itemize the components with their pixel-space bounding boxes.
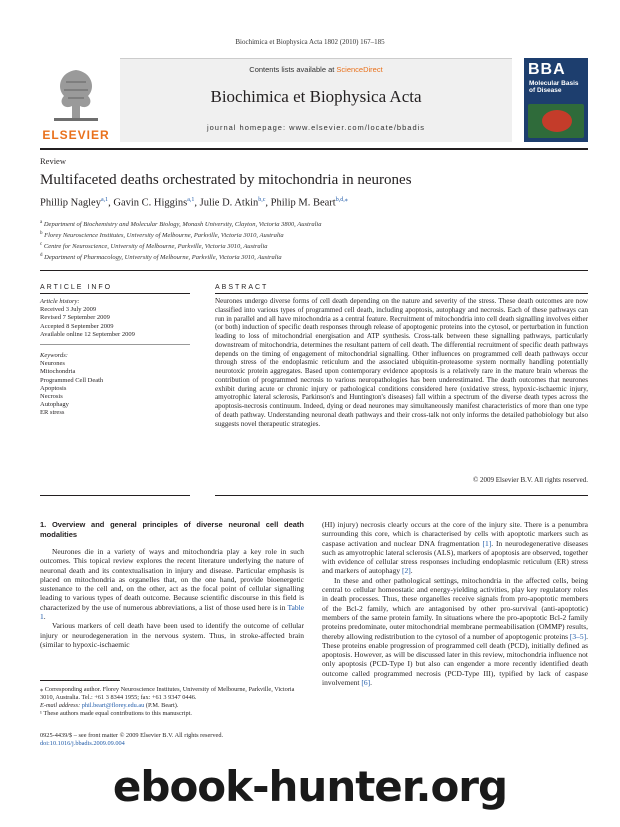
affiliation-sup: c bbox=[40, 242, 43, 248]
history-item: Accepted 8 September 2009 bbox=[40, 322, 114, 330]
email-label: E-mail address: bbox=[40, 702, 82, 709]
paragraph-text: (HI) injury) necrosis clearly occurs at the core of the injury site. There is a penumbra surrounding this core, which is characterised by cells with apoptotic markers such as caspase activation and nuclear DNA fragmentation bbox=[322, 520, 588, 548]
paragraph-text: . bbox=[43, 612, 46, 622]
journal-title: Biochimica et Biophysica Acta bbox=[210, 87, 422, 106]
doi-link[interactable]: doi:10.1016/j.bbadis.2009.09.004 bbox=[40, 740, 125, 747]
section-label: Review bbox=[40, 156, 66, 166]
contents-line bbox=[120, 65, 512, 74]
equal-contribution-note: ¹ These authors made equal contributions to this manuscript. bbox=[40, 710, 192, 717]
section-heading: 1. Overview and general principles of diverse neuronal cell death modalities bbox=[40, 520, 304, 539]
author-affil-sup[interactable]: a,1 bbox=[100, 197, 109, 203]
abstract-text: Neurones undergo diverse forms of cell death depending on the nature and severity of the stress. These death outcomes are now classified into various types of programmed cell death, including apoptosis, autophagy and necrosis. Each of these pathways can run in parallel and all have mitochondria as a central feature. Recruitment of mitochondria into cell death signalling involves either (or both) induction of specific death responses through release of apoptogenic proteins into the cytosol, or perturbation in function leading to loss of mitochondrial energisation and ATP synthesis. Cross-talk between these signalling pathways, particularly downstream of mitochondria, determines the resultant pattern of cell death. The differential recruitment of specific death pathways depends on the timing of engagement of mitochondrial signalling. Other influences on programmed cell death pathways occur through stress of the endoplasmic reticulum and the associated ubiquitin-proteasome system normally handling potentially neurotoxic protein aggregates. Based upon contemporary evidence apoptosis is a relatively rare in the mature brain whereas the contribution of programmed necrosis to various neuropathologies has been underestimated. The death outcomes that neurones exhibit during acute or chronic injury or pathological conditions considered here (oxidative stress, hypoxic-ischaemic injury, amyotrophic lateral sclerosis, Parkinson's and Huntington's diseases) fall within a spectrum of the diverse death types across the apoptosis-necrosis continuum. Indeed, dying or dead neurones may simultaneously manifest characteristics of more than one type of death pathway. Understanding neuronal death pathways and their cross-talk not only informs the detailed pathobiology but also suggests novel therapeutic strategies. bbox=[215, 297, 588, 428]
article-history bbox=[40, 298, 190, 339]
history-rule bbox=[40, 344, 190, 345]
masthead-center bbox=[120, 58, 512, 142]
paragraph-text: In these and other pathological settings, mitochondria in the affected cells, being central to cellular homeostatic and energy-yielding activities, play key regulatory roles in death processes. Thus, these organelles receive signals from pro-apoptotic members of the Bcl-2 family, which are antagonised by other pro-survival (anti-apoptotic) members of the same protein family. In situations where the pro-apoptotic Bcl-2 family proteins predominate, outer mitochondrial membrane permeabilisation (OMMP) results, thereby allowing redistribution to the cytosol of a number of apoptogenic proteins bbox=[322, 575, 588, 641]
paragraph-text: Neurones die in a variety of ways and mitochondria play a key role in such outcomes. This topical review explores the recent literature underlying the nature of neuronal death and its contextualisation in injury and disease. Particular emphasis is placed on mitochondria as organelles that, on the one hand, provide bioenergetic sustenance to the cell and, on the other, act as the focal point of cellular signalling leading to various types of death outcome. Because scientific discourse in this field is characterized by the use of numerous abbreviations, a list of those used here is in bbox=[40, 547, 304, 612]
keywords-label: Keywords: bbox=[40, 352, 68, 359]
cover-acronym: BBA bbox=[528, 61, 566, 78]
keywords bbox=[40, 352, 190, 418]
journal-homepage[interactable]: journal homepage: www.elsevier.com/locate/bbadis bbox=[206, 123, 426, 132]
citation-link[interactable]: [3–5] bbox=[569, 631, 587, 641]
affiliation-line bbox=[40, 218, 588, 229]
keyword-item: Necrosis bbox=[40, 393, 63, 401]
history-item: Received 3 July 2009 bbox=[40, 306, 97, 314]
keyword-item: Apoptosis bbox=[40, 384, 67, 392]
affiliation-text: Centre for Neuroscience, University of Melbourne, Parkville, Victoria 3010, Australia bbox=[43, 243, 268, 251]
article-info-bottom-rule bbox=[40, 495, 190, 496]
history-item: Available online 12 September 2009 bbox=[40, 330, 135, 338]
watermark: ebook-hunter.org bbox=[112, 762, 508, 811]
body-paragraph bbox=[322, 576, 588, 688]
citation-link[interactable]: [2] bbox=[401, 566, 411, 576]
affiliations bbox=[40, 218, 588, 263]
email-link[interactable]: phil.beart@florey.edu.au bbox=[81, 702, 145, 709]
journal-cover bbox=[524, 58, 588, 142]
contents-prefix: Contents lists available at bbox=[249, 65, 337, 74]
affiliation-text: Florey Neuroscience Institutes, University of Melbourne, Parkville, Victoria 3010, Australia bbox=[44, 232, 284, 240]
article-info-heading: ARTICLE INFO bbox=[40, 284, 113, 291]
body-column-right bbox=[322, 520, 588, 687]
paragraph-text: . In neurodegenerative diseases such as amyotrophic lateral sclerosis (ALS), markers of apoptosis are observed, together with evidence of cellular stress responses including endoplasmic reticulum (ER) stress and markers of autophagy bbox=[322, 538, 588, 576]
affiliation-line bbox=[40, 251, 588, 262]
affiliation-line bbox=[40, 229, 588, 240]
corresponding-author-note: ⁎ Corresponding author. Florey Neuroscience Institutes, University of Melbourne, Parkville, Victoria 3010, Australia. Tel.: +61 3 8344 1955; fax: +61 3 9347 0446. bbox=[40, 686, 295, 701]
author-name: Phillip Nagley bbox=[40, 197, 101, 209]
article-title: Multifaceted deaths orchestrated by mitochondria in neurones bbox=[40, 172, 412, 188]
author-separator: , bbox=[265, 197, 271, 209]
body-paragraph bbox=[40, 547, 304, 621]
affiliation-sup: d bbox=[40, 253, 43, 259]
footnotes bbox=[40, 686, 304, 718]
affiliation-line bbox=[40, 240, 588, 251]
abstract-heading: ABSTRACT bbox=[215, 284, 269, 291]
email-note bbox=[40, 702, 304, 710]
masthead-divider bbox=[40, 148, 588, 150]
citation-link[interactable]: [1] bbox=[482, 538, 492, 548]
author-separator: , bbox=[194, 197, 200, 209]
affiliation-text: Department of Biochemistry and Molecular Biology, Monash University, Clayton, Victoria 3800, Australia bbox=[43, 221, 322, 229]
citation-link[interactable]: [6] bbox=[361, 678, 371, 688]
author-name: Philip M. Beart bbox=[270, 197, 336, 209]
article-info-rule bbox=[40, 293, 190, 294]
author-list bbox=[40, 196, 348, 209]
cover-subtitle: Molecular Basis of Disease bbox=[529, 80, 579, 94]
table-link[interactable]: Table 1 bbox=[40, 602, 304, 622]
keyword-item: Mitochondria bbox=[40, 368, 76, 376]
author-name: Julie D. Atkin bbox=[199, 197, 259, 209]
elsevier-wordmark: ELSEVIER bbox=[42, 128, 110, 142]
email-suffix: (P.M. Beart). bbox=[144, 702, 179, 709]
article-footer bbox=[40, 732, 340, 748]
paragraph-text: . bbox=[370, 678, 372, 688]
keyword-item: Programmed Cell Death bbox=[40, 376, 104, 384]
body-column-left bbox=[40, 520, 304, 649]
header-divider bbox=[40, 270, 588, 271]
body-paragraph: Various markers of cell death have been used to identify the outcome of cellular injury or neurodegeneration in the nervous system. Thus, in stroke-affected brain (similar to hypoxic-ischaemic bbox=[40, 621, 304, 649]
keyword-item: Autophagy bbox=[40, 401, 69, 409]
abstract-bottom-rule bbox=[215, 495, 588, 496]
journal-masthead bbox=[40, 58, 588, 146]
author-affil-sup[interactable]: b,d,⁎ bbox=[335, 197, 348, 203]
history-label: Article history: bbox=[40, 298, 80, 305]
abstract-rule bbox=[215, 293, 588, 294]
affiliation-sup: b bbox=[40, 231, 43, 237]
author-affil-sup[interactable]: a,1 bbox=[187, 197, 195, 203]
sciencedirect-link[interactable]: ScienceDirect bbox=[336, 65, 383, 74]
author-name: Gavin C. Higgins bbox=[113, 197, 188, 209]
running-head: Biochimica et Biophysica Acta 1802 (2010) 167–185 bbox=[235, 38, 385, 46]
keyword-item: ER stress bbox=[40, 409, 65, 417]
body-paragraph bbox=[322, 520, 588, 576]
affiliation-sup: a bbox=[40, 220, 43, 225]
author-affil-sup[interactable]: b,c bbox=[258, 197, 266, 203]
elsevier-tree-icon bbox=[50, 62, 102, 124]
paragraph-text: . These proteins enable progression of programmed cell death (PCD), initially defined as apoptosis. However, as will be discussed later in this review, mitochondria influence not only apoptosis (PCD-Type I) but also can engender a more recently identified death outcome called programmed necrosis (PCD-Type III), typified by lack of caspase involvement bbox=[322, 631, 588, 688]
elsevier-logo[interactable] bbox=[40, 62, 112, 142]
issn-line: 0925-4439/$ – see front matter © 2009 Elsevier B.V. All rights reserved. bbox=[40, 732, 224, 739]
keyword-item: Neurones bbox=[40, 360, 65, 368]
author-separator: , bbox=[108, 197, 114, 209]
history-item: Revised 7 September 2009 bbox=[40, 314, 110, 322]
footnote-rule bbox=[40, 680, 120, 681]
cover-image-detail bbox=[542, 110, 572, 132]
abstract-copyright: © 2009 Elsevier B.V. All rights reserved. bbox=[472, 476, 588, 484]
affiliation-text: Department of Pharmacology, University of Melbourne, Parkville, Victoria 3010, Australia bbox=[44, 254, 282, 262]
paragraph-text: . bbox=[410, 566, 413, 576]
